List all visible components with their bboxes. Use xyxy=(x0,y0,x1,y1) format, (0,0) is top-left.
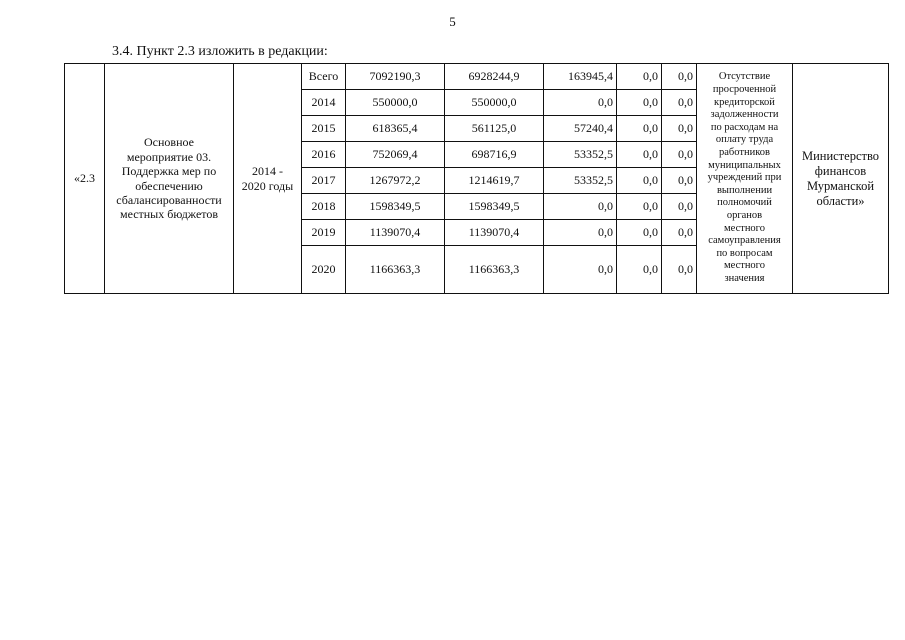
regional-cell: 550000,0 xyxy=(445,90,544,116)
period-line: 2020 годы xyxy=(241,178,294,193)
federal-cell: 0,0 xyxy=(544,220,617,246)
local-cell: 0,0 xyxy=(617,142,662,168)
responsible-cell xyxy=(793,64,889,294)
section-heading: 3.4. Пункт 2.3 изложить в редакции: xyxy=(112,44,328,59)
measure-line: Основное xyxy=(144,135,194,150)
federal-cell: 0,0 xyxy=(544,90,617,116)
local-cell: 0,0 xyxy=(617,116,662,142)
indicator-line: значения xyxy=(724,272,765,284)
regional-cell: 1166363,3 xyxy=(445,246,544,294)
regional-cell: 1598349,5 xyxy=(445,194,544,220)
regional-cell: 561125,0 xyxy=(445,116,544,142)
indicator-line: местного xyxy=(724,260,765,272)
measure-line: Поддержка мер по xyxy=(121,164,217,179)
federal-cell: 53352,5 xyxy=(544,142,617,168)
table-row xyxy=(65,64,889,90)
total-cell: 752069,4 xyxy=(346,142,445,168)
period-cell xyxy=(234,64,302,294)
responsible-line: области» xyxy=(816,193,865,208)
year-cell: 2016 xyxy=(302,142,346,168)
indicator-line: органов xyxy=(726,209,763,221)
measure-line: сбалансированности xyxy=(116,192,222,207)
year-cell: 2019 xyxy=(302,220,346,246)
federal-cell: 163945,4 xyxy=(544,64,617,90)
indicator-line: просроченной xyxy=(712,84,777,96)
indicator-line: местного xyxy=(724,222,765,234)
federal-cell: 0,0 xyxy=(544,194,617,220)
period-line: 2014 - xyxy=(252,163,283,178)
year-cell: 2020 xyxy=(302,246,346,294)
other-cell: 0,0 xyxy=(662,168,697,194)
total-cell: 1166363,3 xyxy=(346,246,445,294)
total-cell: 1598349,5 xyxy=(346,194,445,220)
other-cell: 0,0 xyxy=(662,90,697,116)
indicator-line: Отсутствие xyxy=(718,71,771,83)
other-cell: 0,0 xyxy=(662,142,697,168)
indicator-line: муниципальных xyxy=(708,159,781,171)
regional-cell: 698716,9 xyxy=(445,142,544,168)
local-cell: 0,0 xyxy=(617,90,662,116)
total-cell: 1139070,4 xyxy=(346,220,445,246)
measure-line: мероприятие 03. xyxy=(126,149,212,164)
year-cell: 2014 xyxy=(302,90,346,116)
federal-cell: 53352,5 xyxy=(544,168,617,194)
measure-line: местных бюджетов xyxy=(119,207,219,222)
indicator-line: по вопросам xyxy=(716,247,773,259)
responsible-line: Мурманской xyxy=(806,178,875,193)
indicator-line: оплату труда xyxy=(715,134,774,146)
local-cell: 0,0 xyxy=(617,246,662,294)
other-cell: 0,0 xyxy=(662,64,697,90)
item-number-cell: «2.3 xyxy=(65,64,105,294)
total-cell: 7092190,3 xyxy=(346,64,445,90)
regional-cell: 1139070,4 xyxy=(445,220,544,246)
indicator-line: задолженности xyxy=(710,109,779,121)
total-cell: 550000,0 xyxy=(346,90,445,116)
local-cell: 0,0 xyxy=(617,64,662,90)
responsible-line: Министерство xyxy=(801,148,880,163)
indicator-line: учреждений при xyxy=(707,172,782,184)
local-cell: 0,0 xyxy=(617,194,662,220)
federal-cell: 0,0 xyxy=(544,246,617,294)
other-cell: 0,0 xyxy=(662,220,697,246)
indicator-line: полномочий xyxy=(717,197,772,209)
total-cell: 1267972,2 xyxy=(346,168,445,194)
year-cell: 2017 xyxy=(302,168,346,194)
local-cell: 0,0 xyxy=(617,220,662,246)
indicator-cell xyxy=(697,64,793,294)
regional-cell: 6928244,9 xyxy=(445,64,544,90)
other-cell: 0,0 xyxy=(662,246,697,294)
responsible-line: финансов xyxy=(814,163,867,178)
year-cell: 2015 xyxy=(302,116,346,142)
indicator-line: кредиторской xyxy=(714,96,775,108)
indicator-line: по расходам на xyxy=(710,121,779,133)
regional-cell: 1214619,7 xyxy=(445,168,544,194)
total-cell: 618365,4 xyxy=(346,116,445,142)
program-table xyxy=(64,63,889,294)
year-cell: Всего xyxy=(302,64,346,90)
federal-cell: 57240,4 xyxy=(544,116,617,142)
other-cell: 0,0 xyxy=(662,116,697,142)
other-cell: 0,0 xyxy=(662,194,697,220)
indicator-line: самоуправления xyxy=(708,235,781,247)
measure-cell xyxy=(105,64,234,294)
indicator-line: работников xyxy=(719,147,770,159)
page-number: 5 xyxy=(449,14,456,29)
measure-line: обеспечению xyxy=(135,178,203,193)
indicator-line: выполнении xyxy=(716,184,773,196)
year-cell: 2018 xyxy=(302,194,346,220)
local-cell: 0,0 xyxy=(617,168,662,194)
